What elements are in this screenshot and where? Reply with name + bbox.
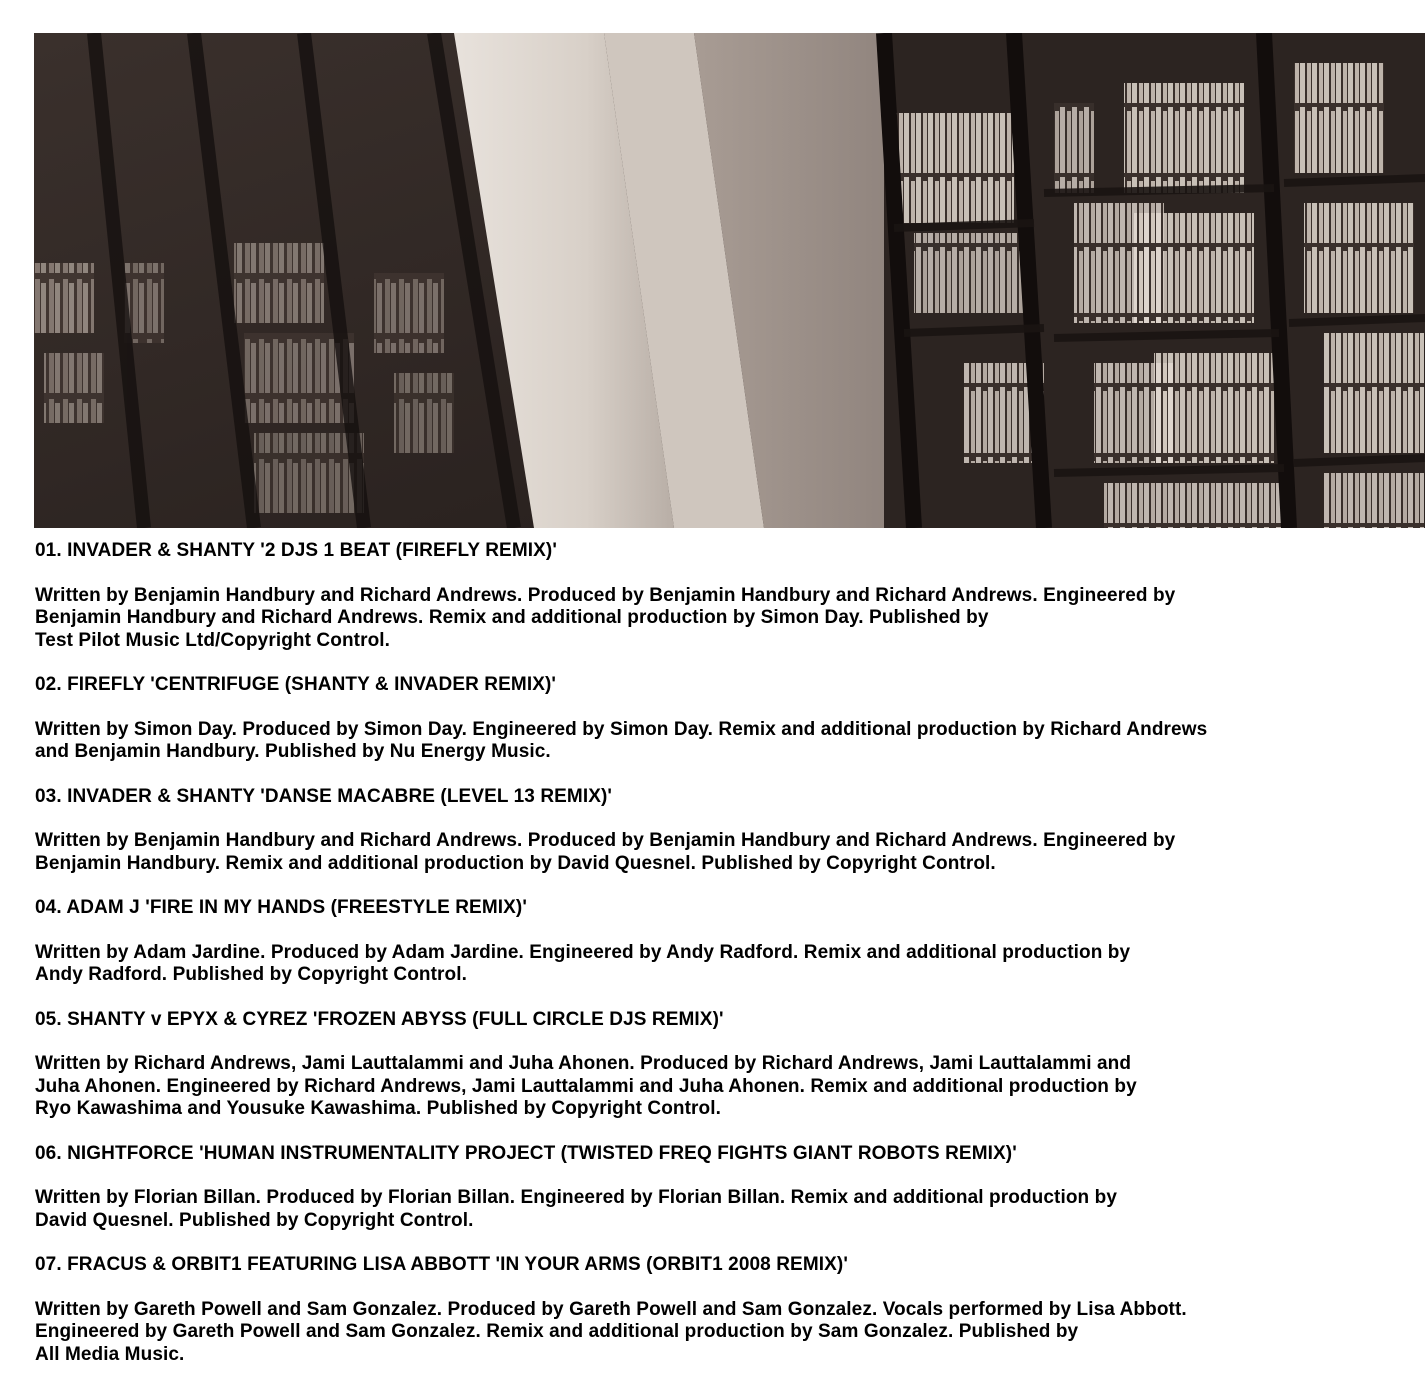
credit-line: Andy Radford. Published by Copyright Control. <box>35 964 467 985</box>
track-entry <box>35 1009 1415 1121</box>
track-credits <box>35 719 1415 764</box>
track-credits <box>35 830 1415 875</box>
credit-line: Written by Florian Billan. Produced by Florian Billan. Engineered by Florian Billan. Remix and additional production by <box>35 1187 1118 1208</box>
track-credits <box>35 1053 1415 1121</box>
library-photo <box>34 33 1425 528</box>
track-title: 02. FIREFLY 'CENTRIFUGE (SHANTY & INVADER REMIX)' <box>35 674 557 695</box>
track-title: 03. INVADER & SHANTY 'DANSE MACABRE (LEVEL 13 REMIX)' <box>35 785 613 807</box>
credit-line: Written by Adam Jardine. Produced by Adam Jardine. Engineered by Andy Radford. Remix and additional production by <box>35 941 1131 963</box>
track-credits <box>35 1187 1415 1232</box>
track-entry <box>35 540 1415 652</box>
track-entry <box>35 897 1415 987</box>
track-credits <box>35 585 1415 653</box>
track-entry <box>35 1143 1415 1233</box>
credit-line: David Quesnel. Published by Copyright Control. <box>35 1209 474 1231</box>
credit-line: Test Pilot Music Ltd/Copyright Control. <box>35 629 391 651</box>
track-entry <box>35 786 1415 876</box>
credit-line: Written by Simon Day. Produced by Simon Day. Engineered by Simon Day. Remix and additional production by Richard Andrews <box>35 718 1208 740</box>
track-credits <box>35 1299 1415 1367</box>
credit-line: Written by Gareth Powell and Sam Gonzalez. Produced by Gareth Powell and Sam Gonzalez. Vocals performed by Lisa Abbott. <box>35 1298 1187 1320</box>
track-title: 07. FRACUS & ORBIT1 FEATURING LISA ABBOTT 'IN YOUR ARMS (ORBIT1 2008 REMIX)' <box>35 1254 848 1275</box>
track-credits <box>35 942 1415 987</box>
credit-line: Benjamin Handbury and Richard Andrews. Remix and additional production by Simon Day. Published by <box>35 607 989 628</box>
credit-line: Ryo Kawashima and Yousuke Kawashima. Published by Copyright Control. <box>35 1098 722 1119</box>
credit-line: Written by Benjamin Handbury and Richard Andrews. Produced by Benjamin Handbury and Richard Andrews. Engineered by <box>35 830 1176 851</box>
credit-line: Written by Richard Andrews, Jami Lauttalammi and Juha Ahonen. Produced by Richard Andrews, Jami Lauttalammi and <box>35 1053 1132 1074</box>
track-title: 01. INVADER & SHANTY '2 DJS 1 BEAT (FIREFLY REMIX)' <box>35 540 557 561</box>
credit-line: Written by Benjamin Handbury and Richard Andrews. Produced by Benjamin Handbury and Richard Andrews. Engineered by <box>35 584 1176 606</box>
track-title: 04. ADAM J 'FIRE IN MY HANDS (FREESTYLE REMIX)' <box>35 897 527 918</box>
track-credits-list <box>35 540 1415 1366</box>
track-entry <box>35 674 1415 764</box>
credit-line: and Benjamin Handbury. Published by Nu Energy Music. <box>35 741 551 762</box>
credit-line: Juha Ahonen. Engineered by Richard Andrews, Jami Lauttalammi and Juha Ahonen. Remix and additional production by <box>35 1075 1137 1097</box>
credit-line: Engineered by Gareth Powell and Sam Gonzalez. Remix and additional production by Sam Gonzalez. Published by <box>35 1321 1079 1342</box>
track-title: 06. NIGHTFORCE 'HUMAN INSTRUMENTALITY PROJECT (TWISTED FREQ FIGHTS GIANT ROBOTS REMIX)' <box>35 1142 1017 1164</box>
credit-line: Benjamin Handbury. Remix and additional production by David Quesnel. Published by Copyright Control. <box>35 852 996 874</box>
credit-line: All Media Music. <box>35 1343 185 1365</box>
track-title: 05. SHANTY v EPYX & CYREZ 'FROZEN ABYSS (FULL CIRCLE DJS REMIX)' <box>35 1008 724 1030</box>
track-entry <box>35 1254 1415 1366</box>
